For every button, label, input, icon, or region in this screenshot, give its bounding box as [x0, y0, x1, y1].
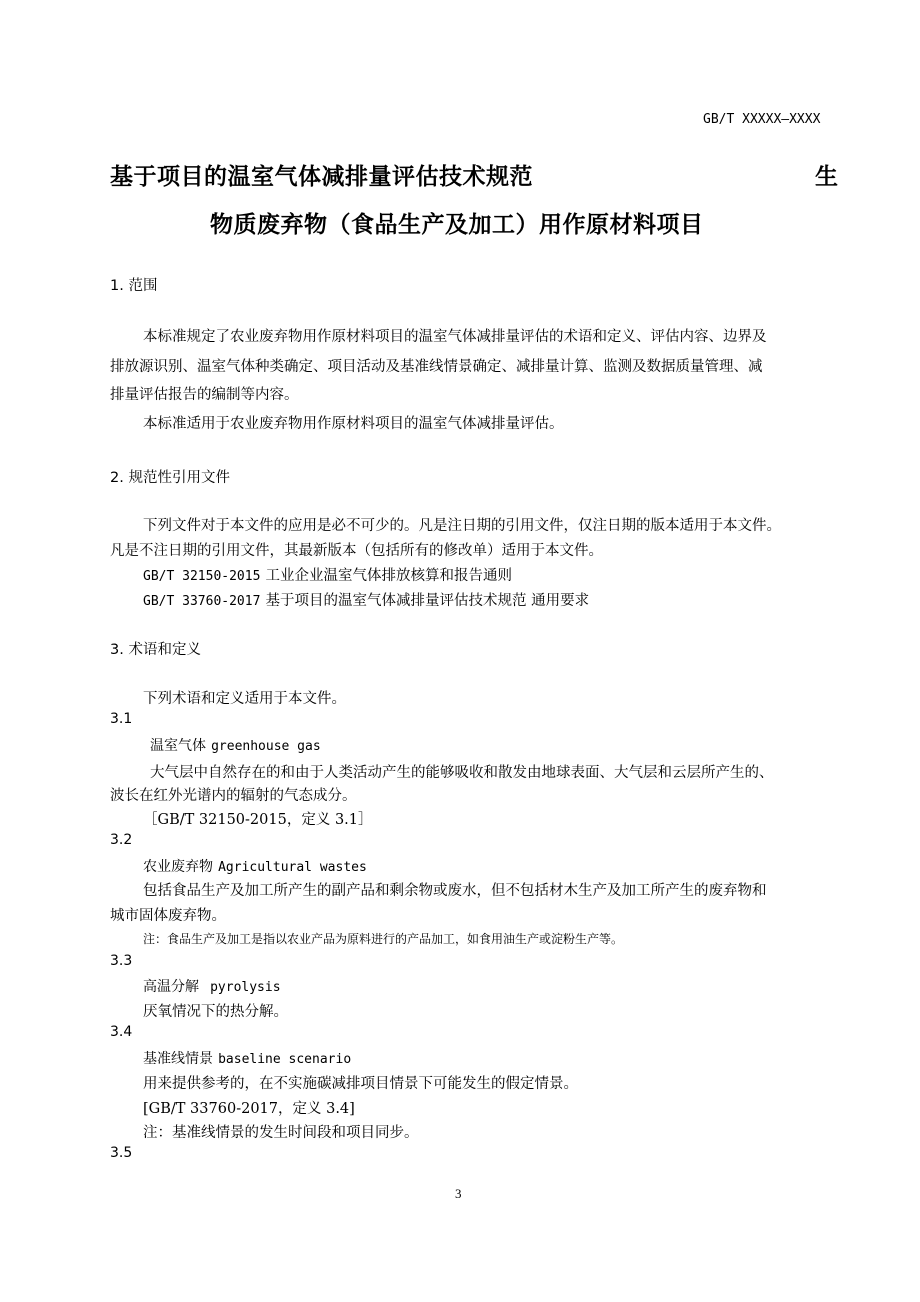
term-english: greenhouse gas	[211, 739, 321, 754]
reference-code: GB/T 33760-2017	[143, 594, 261, 609]
reference-code: GB/T 32150-2015	[143, 569, 261, 584]
section-3-heading: 3. 术语和定义	[110, 642, 201, 658]
term-definition-line: 城市固体废弃物。	[110, 908, 226, 924]
title-line-2: 物质废弃物（食品生产及加工）用作原材料项目	[210, 212, 704, 238]
term-definition: 用来提供参考的，在不实施碳减排项目情景下可能发生的假定情景。	[143, 1076, 578, 1092]
page-number: 3	[455, 1186, 462, 1201]
term-heading	[143, 976, 281, 996]
term-number: 3.3	[110, 953, 133, 969]
section-3-intro: 下列术语和定义适用于本文件。	[143, 691, 346, 707]
term-english: Agricultural wastes	[218, 860, 367, 875]
term-heading	[150, 735, 321, 755]
document-code: GB/T XXXXX—XXXX	[703, 112, 821, 127]
term-definition-line: 包括食品生产及加工所产生的副产品和剩余物或废水，但不包括材木生产及加工所产生的废弃物和	[143, 883, 767, 899]
reference-item	[143, 589, 589, 610]
reference-title: 工业企业温室气体排放核算和报告通则	[265, 568, 512, 584]
title-line-1-tail: 生	[815, 164, 839, 190]
term-chinese: 温室气体	[150, 738, 206, 754]
section-1-paragraph-line: 排放源识别、温室气体种类确定、项目活动及基准线情景确定、减排量计算、监测及数据质量管理、减	[110, 359, 763, 375]
term-definition-line: 波长在红外光谱内的辐射的气态成分。	[110, 788, 357, 804]
term-heading	[143, 1048, 351, 1068]
term-number: 3.5	[110, 1145, 133, 1161]
reference-item	[143, 564, 512, 585]
term-source: [GB/T 33760-2017，定义 3.4]	[143, 1101, 355, 1117]
section-1-scope-paragraph: 本标准适用于农业废弃物用作原材料项目的温室气体减排量评估。	[143, 416, 564, 432]
section-2-heading: 2. 规范性引用文件	[110, 470, 230, 486]
section-1-paragraph-line: 本标准规定了农业废弃物用作原材料项目的温室气体减排量评估的术语和定义、评估内容、边界及	[143, 329, 767, 345]
term-number: 3.4	[110, 1024, 133, 1040]
title-line-1: 基于项目的温室气体减排量评估技术规范	[110, 164, 533, 190]
term-english: baseline scenario	[218, 1052, 352, 1067]
section-1-heading: 1. 范围	[110, 278, 158, 294]
term-chinese: 高温分解	[143, 979, 199, 995]
reference-title: 基于项目的温室气体减排量评估技术规范 通用要求	[265, 593, 590, 609]
section-2-paragraph-line: 下列文件对于本文件的应用是必不可少的。凡是注日期的引用文件，仅注日期的版本适用于本文件。	[143, 518, 781, 534]
term-definition-line: 大气层中自然存在的和由于人类活动产生的能够吸收和散发由地球表面、大气层和云层所产生的、	[150, 765, 774, 781]
term-note: 注：食品生产及加工是指以农业产品为原料进行的产品加工，如食用油生产或淀粉生产等。	[143, 932, 624, 946]
term-chinese: 基准线情景	[143, 1051, 213, 1067]
term-note: 注：基准线情景的发生时间段和项目同步。	[143, 1125, 419, 1141]
term-heading	[143, 856, 367, 876]
term-definition: 厌氧情况下的热分解。	[143, 1004, 288, 1020]
section-2-paragraph-line: 凡是不注日期的引用文件，其最新版本（包括所有的修改单）适用于本文件。	[110, 543, 603, 559]
section-1-paragraph-line: 排量评估报告的编制等内容。	[110, 387, 299, 403]
term-number: 3.1	[110, 711, 133, 727]
term-chinese: 农业废弃物	[143, 859, 213, 875]
term-number: 3.2	[110, 832, 133, 848]
term-english: pyrolysis	[210, 980, 281, 995]
term-source: ［GB/T 32150-2015，定义 3.1］	[143, 812, 373, 828]
